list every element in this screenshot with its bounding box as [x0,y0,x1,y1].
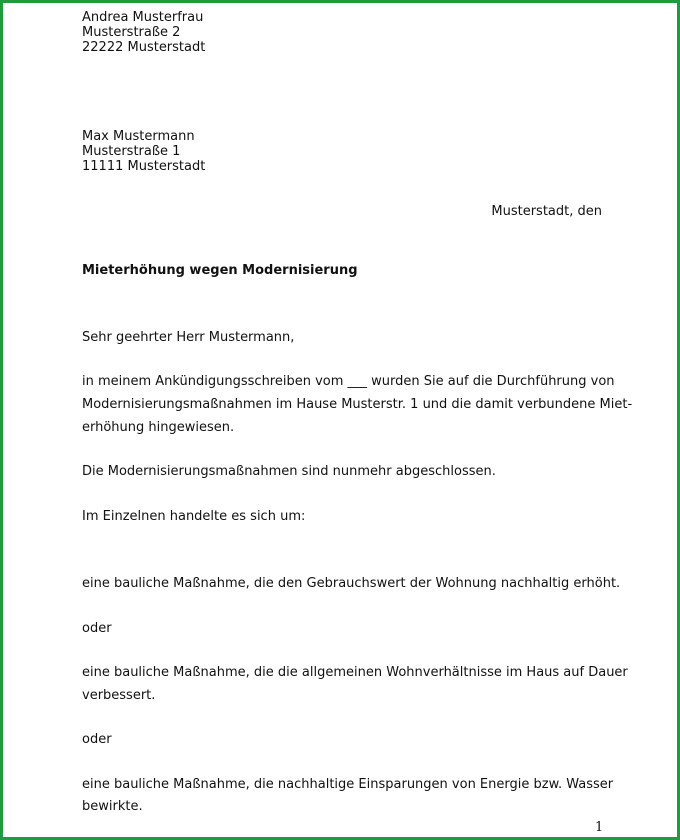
paragraph-2: Die Modernisierungsmaßnahmen sind nunmehr abgeschlossen. [82,464,496,479]
option-1: eine bauliche Maßnahme, die den Gebrauchswert der Wohnung nachhaltig erhöht. [82,576,621,591]
sender-street: Musterstraße 2 [82,25,181,40]
subject-line: Mieterhöhung wegen Modernisierung [82,263,358,278]
page-number: 1 [595,820,604,835]
or-separator-1: oder [82,621,112,636]
salutation: Sehr geehrter Herr Mustermann, [82,330,295,345]
paragraph-3: Im Einzelnen handelte es sich um: [82,509,306,524]
date-line: Musterstadt, den [491,204,602,219]
sender-city: 22222 Musterstadt [82,40,206,55]
option-2-line-2: verbessert. [82,688,156,703]
or-separator-2: oder [82,732,112,747]
sender-name: Andrea Musterfrau [82,10,204,25]
recipient-name: Max Mustermann [82,129,195,144]
option-3-line-2: bewirkte. [82,799,143,814]
recipient-city: 11111 Musterstadt [82,159,206,174]
option-3-line-1: eine bauliche Maßnahme, die nachhaltige Einsparungen von Energie bzw. Wasser [82,777,614,792]
paragraph-1-line-2: Modernisierungsmaßnahmen im Hause Musterstr. 1 und die damit verbundene Miet- [82,397,633,412]
recipient-street: Musterstraße 1 [82,144,181,159]
paragraph-1-line-1: in meinem Ankündigungsschreiben vom ___ wurden Sie auf die Durchführung von [82,374,615,389]
paragraph-1-line-3: erhöhung hingewiesen. [82,420,235,435]
option-2-line-1: eine bauliche Maßnahme, die die allgemeinen Wohnverhältnisse im Haus auf Dauer [82,665,628,680]
